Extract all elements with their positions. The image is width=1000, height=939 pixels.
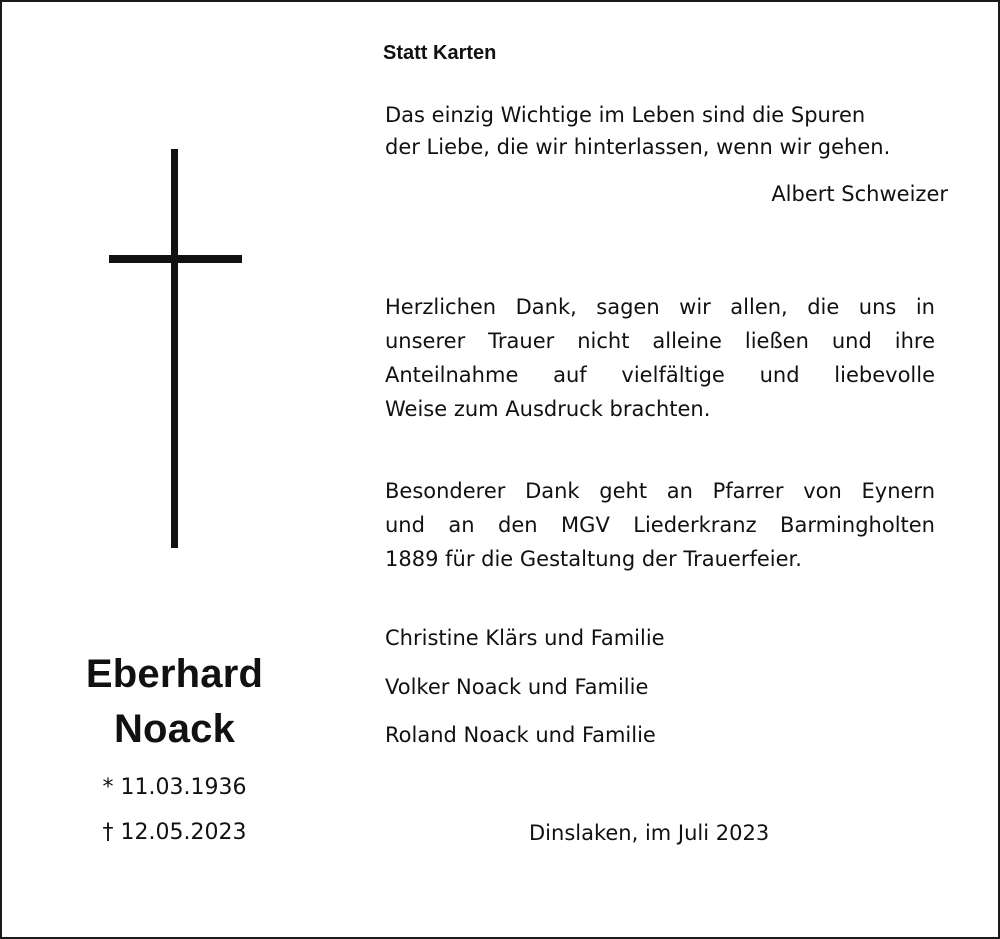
deceased-first-name: Eberhard	[85, 652, 264, 696]
special-thanks-paragraph	[385, 474, 935, 576]
signer: Christine Klärs und Familie	[385, 626, 665, 650]
deceased-last-name: Noack	[113, 707, 236, 751]
paragraph-line: Besonderer Dank geht an Pfarrer von Eynern	[385, 479, 935, 503]
paragraph-line: Herzlichen Dank, sagen wir allen, die uns in	[385, 295, 935, 319]
quote-line: Das einzig Wichtige im Leben sind die Spuren	[385, 103, 866, 127]
paragraph-line: Weise zum Ausdruck brachten.	[385, 397, 711, 421]
place-date: Dinslaken, im Juli 2023	[529, 821, 770, 845]
cross-vertical-bar	[171, 149, 178, 548]
thanks-paragraph	[385, 290, 935, 426]
paragraph-line: Anteilnahme auf vielfältige und liebevolle	[385, 363, 935, 387]
signer: Roland Noack und Familie	[385, 723, 656, 747]
cross-horizontal-bar	[109, 255, 242, 263]
paragraph-line: 1889 für die Gestaltung der Trauerfeier.	[385, 547, 802, 571]
birth-date: * 11.03.1936	[102, 775, 247, 800]
paragraph-line: und an den MGV Liederkranz Barmingholten	[385, 513, 935, 537]
quote-line: der Liebe, die wir hinterlassen, wenn wir gehen.	[385, 135, 891, 159]
paragraph-line: unserer Trauer nicht alleine ließen und ihre	[385, 329, 935, 353]
signer: Volker Noack und Familie	[385, 675, 649, 699]
death-date: † 12.05.2023	[102, 820, 247, 845]
quote-author: Albert Schweizer	[771, 182, 948, 206]
notice-heading: Statt Karten	[383, 42, 497, 64]
